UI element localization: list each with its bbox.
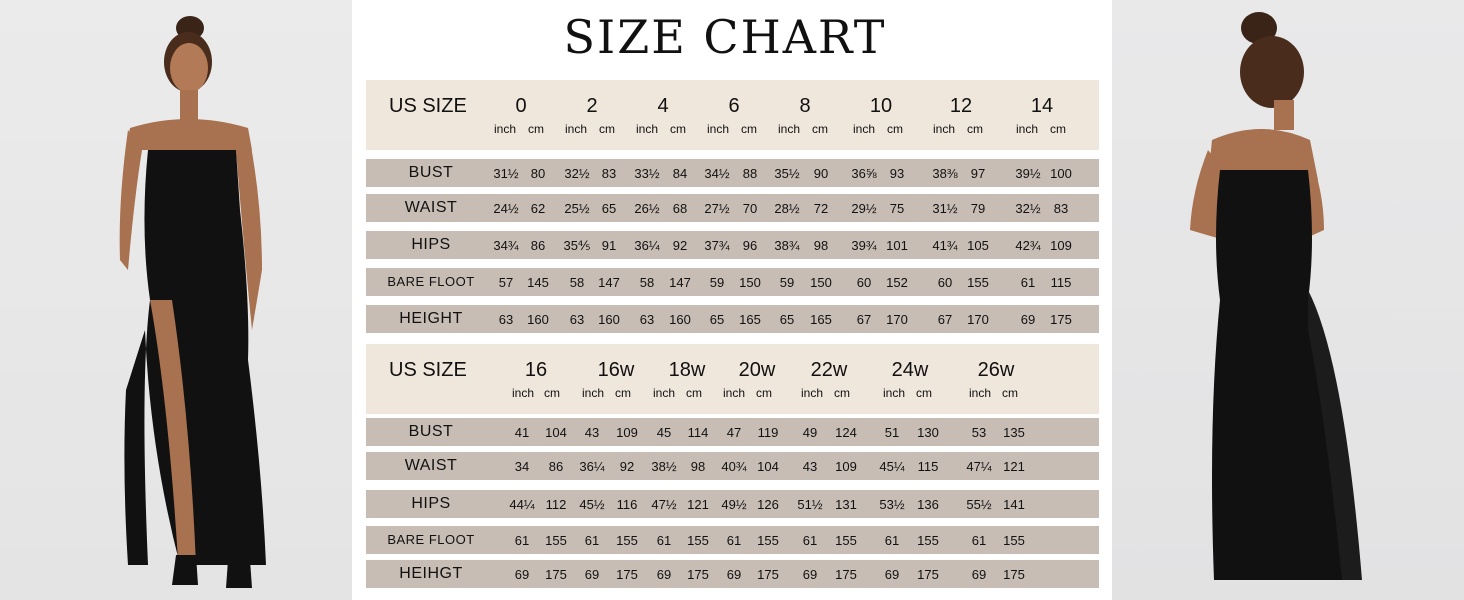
value-inch: 63 bbox=[569, 312, 585, 327]
value-inch: 34¾ bbox=[493, 238, 519, 253]
value-cm: 65 bbox=[601, 201, 617, 216]
value-inch: 32½ bbox=[564, 166, 590, 181]
value-cm: 165 bbox=[739, 312, 761, 327]
value-inch: 67 bbox=[856, 312, 872, 327]
size-12: 12 bbox=[949, 95, 973, 117]
value-cm: 100 bbox=[1050, 166, 1072, 181]
row-label: HIPS bbox=[411, 236, 451, 253]
row-label: BARE FLOOT bbox=[387, 532, 475, 547]
value-cm: 175 bbox=[1050, 312, 1072, 327]
value-cm: 175 bbox=[616, 567, 638, 582]
value-cm: 170 bbox=[967, 312, 989, 327]
size-24w: 24w bbox=[891, 359, 929, 381]
value-cm: 92 bbox=[672, 238, 688, 253]
value-cm: 86 bbox=[548, 459, 564, 474]
value-cm: 101 bbox=[886, 238, 908, 253]
value-cm: 130 bbox=[917, 425, 939, 440]
value-inch: 61 bbox=[802, 533, 818, 548]
table-row bbox=[366, 194, 1099, 222]
value-inch: 38⅜ bbox=[932, 166, 958, 181]
value-inch: 39½ bbox=[1015, 166, 1041, 181]
table-row bbox=[366, 305, 1099, 333]
value-cm: 155 bbox=[616, 533, 638, 548]
value-cm: 93 bbox=[889, 166, 905, 181]
unit-inch: inch bbox=[933, 122, 956, 136]
unit-cm: cm bbox=[887, 122, 903, 136]
unit-cm: cm bbox=[599, 122, 615, 136]
value-cm: 124 bbox=[835, 425, 857, 440]
value-inch: 57 bbox=[498, 275, 514, 290]
value-inch: 69 bbox=[656, 567, 672, 582]
value-cm: 70 bbox=[742, 201, 758, 216]
row-label: WAIST bbox=[404, 457, 458, 474]
table2-header-band bbox=[366, 344, 1099, 414]
unit-cm: cm bbox=[615, 386, 631, 400]
value-cm: 75 bbox=[889, 201, 905, 216]
value-inch: 69 bbox=[726, 567, 742, 582]
value-inch: 61 bbox=[884, 533, 900, 548]
value-cm: 155 bbox=[545, 533, 567, 548]
size-6: 6 bbox=[728, 95, 740, 117]
value-cm: 135 bbox=[1003, 425, 1025, 440]
size-16w: 16w bbox=[597, 359, 635, 381]
value-inch: 69 bbox=[971, 567, 987, 582]
value-inch: 53 bbox=[971, 425, 987, 440]
unit-cm: cm bbox=[1002, 386, 1018, 400]
value-inch: 24½ bbox=[493, 201, 519, 216]
value-cm: 147 bbox=[598, 275, 620, 290]
value-inch: 34 bbox=[514, 459, 530, 474]
table1-header-band bbox=[366, 80, 1099, 150]
us-size-label: US SIZE bbox=[389, 359, 467, 381]
value-inch: 41¾ bbox=[932, 238, 958, 253]
value-cm: 96 bbox=[742, 238, 758, 253]
value-cm: 104 bbox=[545, 425, 567, 440]
value-inch: 59 bbox=[779, 275, 795, 290]
value-cm: 86 bbox=[530, 238, 546, 253]
size-0: 0 bbox=[515, 95, 527, 117]
value-inch: 38¾ bbox=[774, 238, 800, 253]
value-inch: 69 bbox=[584, 567, 600, 582]
value-cm: 104 bbox=[757, 459, 779, 474]
table-row bbox=[366, 418, 1099, 446]
unit-cm: cm bbox=[916, 386, 932, 400]
value-cm: 98 bbox=[690, 459, 706, 474]
value-cm: 155 bbox=[835, 533, 857, 548]
value-inch: 61 bbox=[656, 533, 672, 548]
value-cm: 114 bbox=[687, 425, 709, 440]
value-inch: 33½ bbox=[634, 166, 660, 181]
value-cm: 155 bbox=[967, 275, 989, 290]
unit-cm: cm bbox=[1050, 122, 1066, 136]
unit-inch: inch bbox=[636, 122, 659, 136]
unit-inch: inch bbox=[853, 122, 876, 136]
size-4: 4 bbox=[657, 95, 669, 117]
value-inch: 61 bbox=[971, 533, 987, 548]
value-inch: 58 bbox=[639, 275, 655, 290]
value-cm: 126 bbox=[757, 497, 779, 512]
unit-inch: inch bbox=[969, 386, 992, 400]
value-inch: 35½ bbox=[774, 166, 800, 181]
value-inch: 45¼ bbox=[879, 459, 905, 474]
page-title: SIZE CHART bbox=[563, 10, 887, 64]
value-cm: 145 bbox=[527, 275, 549, 290]
value-cm: 72 bbox=[813, 201, 829, 216]
row-label: BUST bbox=[408, 164, 454, 181]
value-cm: 150 bbox=[739, 275, 761, 290]
value-cm: 147 bbox=[669, 275, 691, 290]
value-cm: 92 bbox=[619, 459, 635, 474]
value-cm: 68 bbox=[672, 201, 688, 216]
value-inch: 31½ bbox=[493, 166, 519, 181]
value-cm: 160 bbox=[598, 312, 620, 327]
size-18w: 18w bbox=[668, 359, 706, 381]
value-inch: 63 bbox=[639, 312, 655, 327]
size-14: 14 bbox=[1030, 95, 1054, 117]
value-inch: 27½ bbox=[704, 201, 730, 216]
table-row bbox=[366, 231, 1099, 259]
unit-inch: inch bbox=[723, 386, 746, 400]
value-cm: 109 bbox=[1050, 238, 1072, 253]
unit-inch: inch bbox=[1016, 122, 1039, 136]
value-inch: 44¼ bbox=[509, 497, 535, 512]
value-inch: 55½ bbox=[966, 497, 992, 512]
row-label: BUST bbox=[408, 423, 454, 440]
value-inch: 32½ bbox=[1015, 201, 1041, 216]
unit-inch: inch bbox=[778, 122, 801, 136]
unit-cm: cm bbox=[544, 386, 560, 400]
value-inch: 60 bbox=[856, 275, 872, 290]
value-cm: 105 bbox=[967, 238, 989, 253]
value-cm: 79 bbox=[970, 201, 986, 216]
value-inch: 31½ bbox=[932, 201, 958, 216]
value-inch: 35⅘ bbox=[563, 238, 591, 253]
value-cm: 98 bbox=[813, 238, 829, 253]
unit-cm: cm bbox=[812, 122, 828, 136]
value-inch: 45½ bbox=[579, 497, 605, 512]
size-20w: 20w bbox=[738, 359, 776, 381]
unit-inch: inch bbox=[512, 386, 535, 400]
value-cm: 175 bbox=[835, 567, 857, 582]
value-cm: 170 bbox=[886, 312, 908, 327]
value-cm: 84 bbox=[672, 166, 688, 181]
value-cm: 112 bbox=[545, 497, 567, 512]
value-inch: 59 bbox=[709, 275, 725, 290]
row-label: HEIHGT bbox=[399, 565, 463, 582]
value-inch: 26½ bbox=[634, 201, 660, 216]
value-inch: 60 bbox=[937, 275, 953, 290]
value-cm: 136 bbox=[917, 497, 939, 512]
value-cm: 88 bbox=[742, 166, 758, 181]
value-inch: 69 bbox=[514, 567, 530, 582]
value-cm: 121 bbox=[687, 497, 709, 512]
row-label: HIPS bbox=[411, 495, 451, 512]
value-inch: 25½ bbox=[564, 201, 590, 216]
value-cm: 175 bbox=[757, 567, 779, 582]
value-inch: 43 bbox=[802, 459, 818, 474]
row-label: HEIGHT bbox=[399, 310, 463, 327]
value-inch: 61 bbox=[514, 533, 530, 548]
unit-cm: cm bbox=[756, 386, 772, 400]
value-inch: 65 bbox=[709, 312, 725, 327]
value-cm: 80 bbox=[530, 166, 546, 181]
value-inch: 63 bbox=[498, 312, 514, 327]
value-cm: 175 bbox=[917, 567, 939, 582]
value-inch: 42¾ bbox=[1015, 238, 1041, 253]
value-cm: 160 bbox=[669, 312, 691, 327]
value-inch: 47¼ bbox=[966, 459, 992, 474]
unit-inch: inch bbox=[653, 386, 676, 400]
value-cm: 131 bbox=[835, 497, 857, 512]
unit-inch: inch bbox=[801, 386, 824, 400]
table-row bbox=[366, 159, 1099, 187]
value-inch: 47 bbox=[726, 425, 742, 440]
value-inch: 29½ bbox=[851, 201, 877, 216]
value-inch: 45 bbox=[656, 425, 672, 440]
table-row bbox=[366, 526, 1099, 554]
value-cm: 175 bbox=[1003, 567, 1025, 582]
size-2: 2 bbox=[586, 95, 598, 117]
value-inch: 69 bbox=[802, 567, 818, 582]
value-cm: 152 bbox=[886, 275, 908, 290]
value-inch: 61 bbox=[726, 533, 742, 548]
value-cm: 119 bbox=[757, 425, 779, 440]
value-inch: 38½ bbox=[651, 459, 677, 474]
value-cm: 83 bbox=[1053, 201, 1069, 216]
value-inch: 36¼ bbox=[634, 238, 660, 253]
value-inch: 43 bbox=[584, 425, 600, 440]
row-label: WAIST bbox=[404, 199, 458, 216]
unit-inch: inch bbox=[582, 386, 605, 400]
value-cm: 109 bbox=[835, 459, 857, 474]
value-cm: 62 bbox=[530, 201, 546, 216]
value-cm: 155 bbox=[757, 533, 779, 548]
value-inch: 51½ bbox=[797, 497, 823, 512]
value-cm: 175 bbox=[545, 567, 567, 582]
table-row bbox=[366, 490, 1099, 518]
value-inch: 53½ bbox=[879, 497, 905, 512]
value-cm: 155 bbox=[1003, 533, 1025, 548]
size-8: 8 bbox=[799, 95, 811, 117]
us-size-label: US SIZE bbox=[389, 95, 467, 117]
table-row bbox=[366, 560, 1099, 588]
table-row bbox=[366, 452, 1099, 480]
value-inch: 65 bbox=[779, 312, 795, 327]
value-inch: 34½ bbox=[704, 166, 730, 181]
value-inch: 58 bbox=[569, 275, 585, 290]
unit-cm: cm bbox=[741, 122, 757, 136]
unit-cm: cm bbox=[528, 122, 544, 136]
value-cm: 116 bbox=[616, 497, 638, 512]
value-inch: 61 bbox=[1020, 275, 1036, 290]
value-cm: 160 bbox=[527, 312, 549, 327]
value-inch: 69 bbox=[884, 567, 900, 582]
row-label: BARE FLOOT bbox=[387, 274, 475, 289]
value-cm: 155 bbox=[917, 533, 939, 548]
unit-cm: cm bbox=[670, 122, 686, 136]
unit-cm: cm bbox=[686, 386, 702, 400]
value-inch: 49½ bbox=[721, 497, 747, 512]
value-cm: 90 bbox=[813, 166, 829, 181]
value-inch: 40¾ bbox=[721, 459, 747, 474]
value-cm: 115 bbox=[1050, 275, 1072, 290]
size-26w: 26w bbox=[977, 359, 1015, 381]
size-10: 10 bbox=[869, 95, 893, 117]
size-16: 16 bbox=[524, 359, 548, 381]
size-22w: 22w bbox=[810, 359, 848, 381]
value-inch: 49 bbox=[802, 425, 818, 440]
unit-cm: cm bbox=[967, 122, 983, 136]
value-cm: 141 bbox=[1003, 497, 1025, 512]
unit-inch: inch bbox=[883, 386, 906, 400]
value-inch: 36¼ bbox=[579, 459, 605, 474]
unit-inch: inch bbox=[707, 122, 730, 136]
value-cm: 91 bbox=[601, 238, 617, 253]
value-cm: 97 bbox=[970, 166, 986, 181]
value-inch: 61 bbox=[584, 533, 600, 548]
value-inch: 37¾ bbox=[704, 238, 730, 253]
value-cm: 109 bbox=[616, 425, 638, 440]
value-inch: 67 bbox=[937, 312, 953, 327]
value-inch: 39¾ bbox=[851, 238, 877, 253]
value-inch: 41 bbox=[514, 425, 530, 440]
value-inch: 69 bbox=[1020, 312, 1036, 327]
model-front-photo bbox=[0, 0, 352, 600]
value-cm: 175 bbox=[687, 567, 709, 582]
unit-inch: inch bbox=[494, 122, 517, 136]
value-inch: 47½ bbox=[651, 497, 677, 512]
value-inch: 28½ bbox=[774, 201, 800, 216]
value-cm: 83 bbox=[601, 166, 617, 181]
value-cm: 115 bbox=[917, 459, 939, 474]
table-row bbox=[366, 268, 1099, 296]
model-back-photo bbox=[1112, 0, 1464, 600]
value-cm: 165 bbox=[810, 312, 832, 327]
value-inch: 51 bbox=[884, 425, 900, 440]
value-cm: 121 bbox=[1003, 459, 1025, 474]
value-inch: 36⅝ bbox=[851, 166, 877, 181]
value-cm: 150 bbox=[810, 275, 832, 290]
unit-cm: cm bbox=[834, 386, 850, 400]
unit-inch: inch bbox=[565, 122, 588, 136]
value-cm: 155 bbox=[687, 533, 709, 548]
